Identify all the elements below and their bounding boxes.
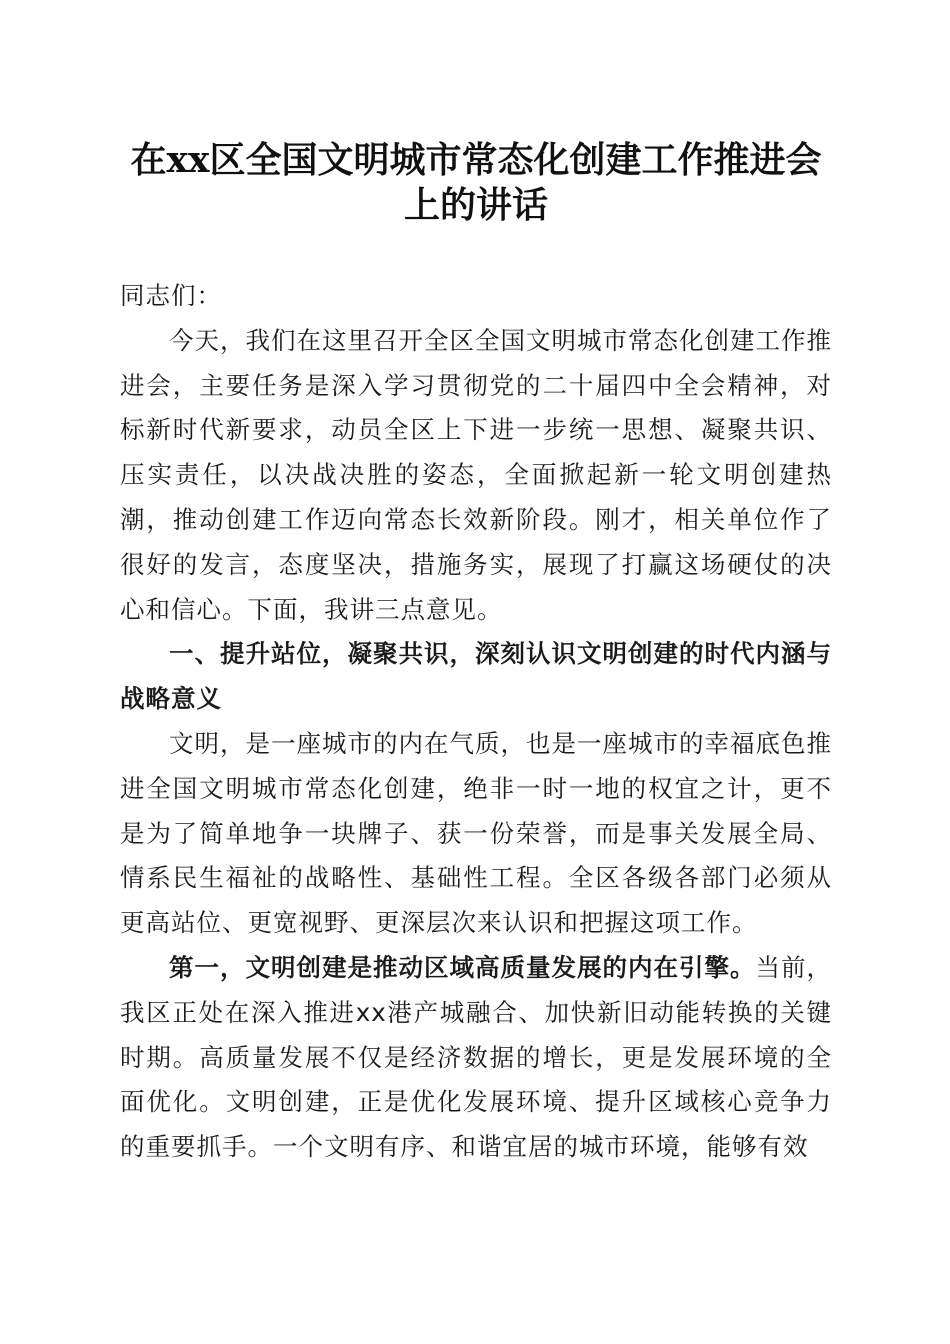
section-1-intro-paragraph: 文明，是一座城市的内在气质，也是一座城市的幸福底色推进全国文明城市常态化创建，绝非一时一地的权宜之计，更不是为了简单地争一块牌子、获一份荣誉，而是事关发展全局、情系民生福祉的战略性、基础性工程。全区各级各部门必须从更高站位、更宽视野、更深层次来认识和把握这项工作。 bbox=[120, 728, 832, 938]
document-title bbox=[120, 0, 832, 228]
point-1-lead: 第一，文明创建是推动区域高质量发展的内在引擎。 bbox=[169, 952, 756, 982]
title-line-1: 在xx区全国文明城市常态化创建工作推进会 bbox=[130, 139, 822, 181]
opening-paragraph: 今天，我们在这里召开全区全国文明城市常态化创建工作推进会，主要任务是深入学习贯彻党的二十届四中全会精神，对标新时代新要求，动员全区上下进一步统一思想、凝聚共识、压实责任，以决战决胜的姿态，全面掀起新一轮文明创建热潮，推动创建工作迈向常态长效新阶段。刚才，相关单位作了很好的发言，态度坚决，措施务实，展现了打赢这场硬仗的决心和信心。下面，我讲三点意见。 bbox=[120, 325, 832, 624]
point-1-text: 当前，我区正处在深入推进xx港产城融合、加快新旧动能转换的关键时期。高质量发展不仅是经济数据的增长，更是发展环境的全面优化。文明创建，正是优化发展环境、提升区域核心竞争力的重要抓手。一个文明有序、和谐宜居的城市环境，能够有效 bbox=[120, 952, 832, 1162]
section-heading-1: 一、提升站位，凝聚共识，深刻认识文明创建的时代内涵与战略意义 bbox=[120, 639, 832, 714]
document-page bbox=[120, 0, 832, 1170]
salutation: 同志们： bbox=[120, 281, 222, 310]
title-line-2: 上的讲话 bbox=[403, 184, 548, 226]
document-body bbox=[120, 274, 832, 1170]
point-1-paragraph bbox=[120, 946, 832, 1170]
